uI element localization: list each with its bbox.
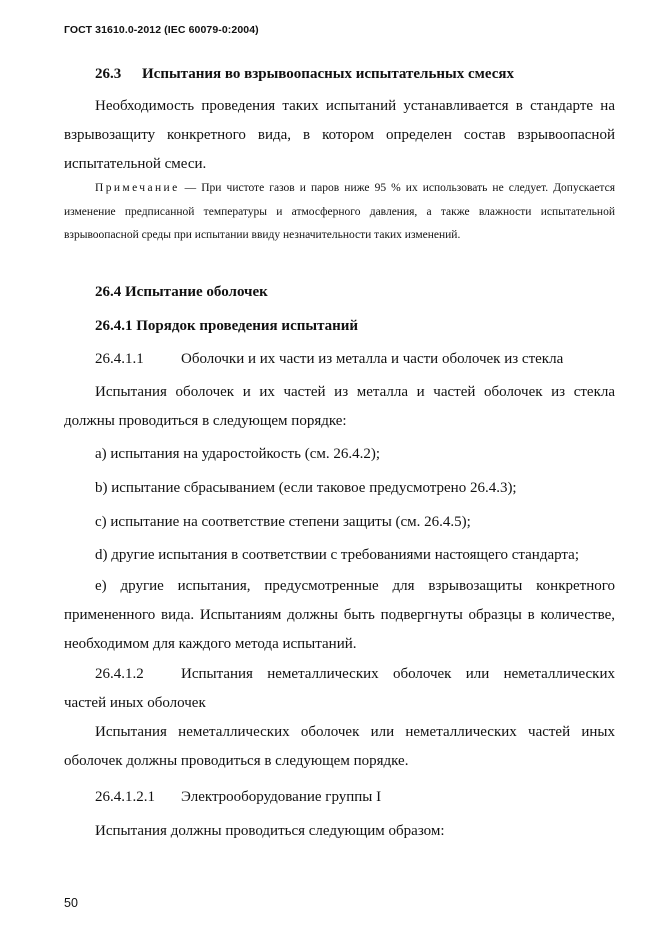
clause-number: 26.4.1.2	[95, 666, 144, 682]
clause-title: Электрооборудование группы I	[181, 789, 382, 805]
list-item-d: d) другие испытания в соответствии с требованиями настоящего стандарта;	[95, 547, 579, 563]
list-item-b: b) испытание сбрасыванием (если таковое предусмотрено 26.4.3);	[95, 480, 517, 496]
clause-number: 26.4.1.2.1	[95, 789, 155, 805]
section-heading-26-4-1: 26.4.1 Порядок проведения испытаний	[95, 318, 359, 334]
paragraph-26-3: Необходимость проведения таких испытаний устанавливается в стандарте на взрывозащиту конкретного вида, в котором определен состав взрывоопасной испытательной смеси.	[64, 98, 615, 172]
clause-title: Испытания неметаллических оболочек или неметаллических частей иных оболочек	[64, 666, 615, 711]
note-label: Примечание	[95, 182, 180, 194]
section-number: 26.3	[95, 66, 122, 82]
list-item-a: a) испытания на ударостойкость (см. 26.4.2);	[95, 446, 380, 462]
clause-heading-26-4-1-2	[64, 660, 615, 718]
section-heading-26-3	[95, 64, 615, 84]
page-number: 50	[64, 896, 78, 910]
section-title: Испытания во взрывоопасных испытательных смесях	[142, 66, 514, 82]
clause-heading-26-4-1-1	[95, 349, 615, 369]
list-item-c: c) испытание на соответствие степени защиты (см. 26.4.5);	[95, 514, 471, 530]
section-heading-26-4: 26.4 Испытание оболочек	[95, 284, 268, 300]
paragraph-26-4-1-1: Испытания оболочек и их частей из металла и частей оболочек из стекла должны проводиться в следующем порядке:	[64, 384, 615, 429]
note-paragraph	[64, 177, 615, 248]
document-header: ГОСТ 31610.0-2012 (IEC 60079-0:2004)	[64, 24, 259, 36]
clause-number: 26.4.1.1	[95, 351, 144, 367]
clause-heading-26-4-1-2-1	[95, 787, 615, 807]
paragraph-26-4-1-2-1: Испытания должны проводиться следующим образом:	[95, 823, 445, 839]
paragraph-26-4-1-2: Испытания неметаллических оболочек или неметаллических частей иных оболочек должны проводиться в следующем порядке.	[64, 724, 615, 769]
clause-title: Оболочки и их части из металла и части оболочек из стекла	[181, 351, 564, 367]
list-item-e: e) другие испытания, предусмотренные для взрывозащиты конкретного примененного вида. Испытаниям должны быть подвергнуты образцы в количестве, необходимом для каждого метода испытаний.	[64, 578, 615, 652]
note-text: — При чистоте газов и паров ниже 95 % их использовать не следует. Допускается изменение предписанной температуры и атмосферного давления, а также влажности испытательной взрывоопасной среды при испытании ввиду незначительности таких изменений.	[64, 182, 615, 241]
